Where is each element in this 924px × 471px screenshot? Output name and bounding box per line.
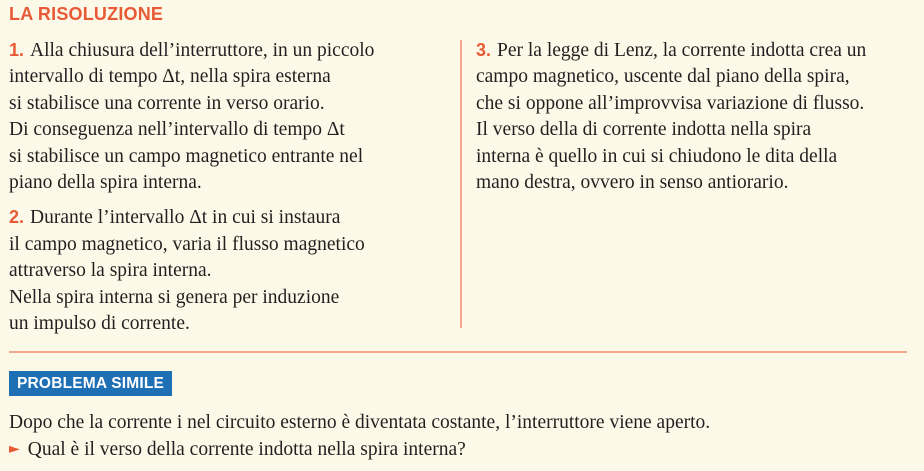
step-number: 3. — [476, 40, 492, 60]
step-line: si stabilisce una corrente in verso orario. — [9, 92, 325, 114]
step-line: 1. Alla chiusura dell’interruttore, in un piccolo — [9, 40, 375, 61]
solution-step-1 — [9, 37, 449, 196]
similar-problem — [9, 410, 710, 464]
step-line: piano della spira interna. — [9, 172, 202, 194]
step-line: interna è quello in cui si chiudono le dita della — [476, 145, 838, 167]
step-line: Il verso della di corrente indotta nella spira — [476, 119, 812, 141]
step-number: 1. — [9, 40, 25, 60]
step-line: un impulso di corrente. — [9, 313, 190, 335]
problem-text: Dopo che la corrente i nel circuito esterno è diventata costante, l’interruttore viene aperto. — [9, 412, 711, 433]
step-line: che si oppone all’improvvisa variazione di flusso. — [476, 92, 865, 114]
section-divider — [9, 351, 907, 353]
step-line: Di conseguenza nell’intervallo di tempo Δt — [9, 119, 345, 141]
solution-column-left — [9, 37, 449, 345]
problem-question: ► Qual è il verso della corrente indotta nella spira interna? — [9, 439, 466, 461]
step-line: campo magnetico, uscente dal piano della spira, — [476, 66, 850, 88]
section-heading: LA RISOLUZIONE — [9, 4, 164, 24]
solution-step-3 — [476, 37, 916, 196]
solution-step-2 — [9, 204, 449, 337]
similar-problem-badge: PROBLEMA SIMILE — [9, 371, 172, 396]
play-arrow-icon: ► — [9, 441, 20, 458]
column-divider — [460, 40, 462, 328]
step-line: Nella spira interna si genera per induzione — [9, 286, 340, 308]
step-number: 2. — [9, 207, 25, 228]
step-line: intervallo di tempo Δt, nella spira esterna — [9, 66, 331, 88]
step-line: attraverso la spira interna. — [9, 260, 212, 282]
step-line: il campo magnetico, varia il flusso magnetico — [9, 233, 365, 255]
step-line: 3. Per la legge di Lenz, la corrente indotta crea un — [476, 40, 867, 61]
step-line: 2. Durante l’intervallo Δt in cui si instaura — [9, 207, 341, 229]
solution-column-right — [476, 37, 916, 204]
step-line: mano destra, ovvero in senso antiorario. — [476, 172, 789, 194]
step-line: si stabilisce un campo magnetico entrante nel — [9, 145, 364, 167]
